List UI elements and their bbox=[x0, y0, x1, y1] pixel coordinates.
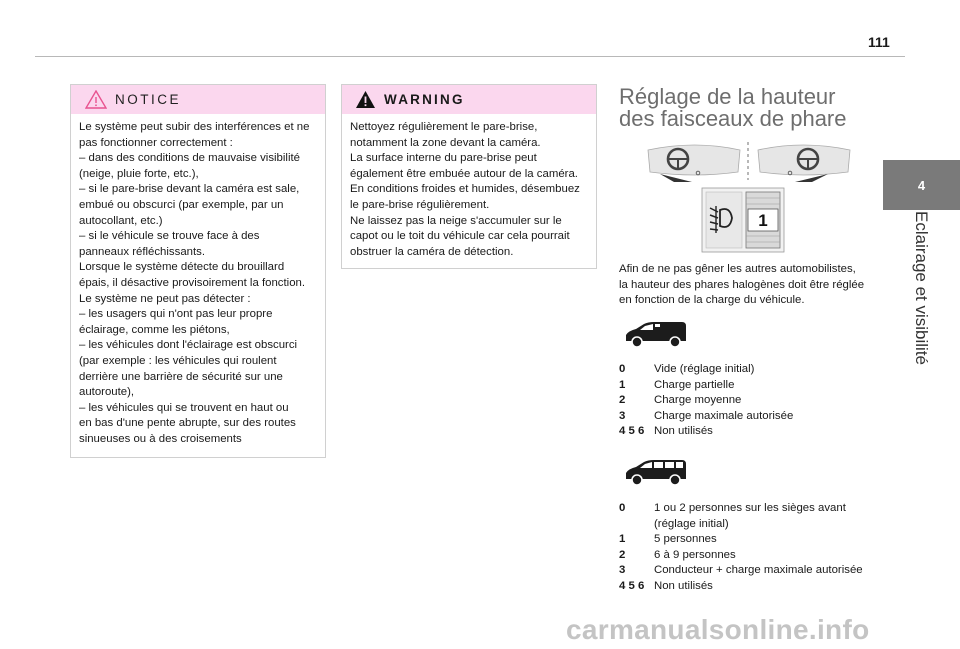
load-description: 1 ou 2 personnes sur les sièges avant bbox=[654, 502, 846, 514]
warning-line: Nettoyez régulièrement le pare-brise, bbox=[350, 121, 538, 133]
notice-line: – si le véhicule se trouve face à des bbox=[79, 230, 260, 243]
load-position: 1 bbox=[619, 533, 626, 545]
load-position: 1 bbox=[619, 378, 626, 391]
list-item bbox=[619, 517, 886, 533]
load-position: 4 5 6 bbox=[619, 579, 645, 592]
notice-line: – les véhicules qui se trouvent en haut ou bbox=[79, 401, 289, 414]
notice-box bbox=[70, 84, 326, 458]
warning-line: notamment la zone devant la caméra. bbox=[350, 136, 541, 149]
notice-line: pas fonctionner correctement : bbox=[79, 136, 233, 149]
load-position: 2 bbox=[619, 394, 626, 406]
list-item bbox=[619, 548, 886, 564]
warning-text bbox=[342, 114, 596, 260]
thumbwheel-value: 1 bbox=[758, 211, 768, 230]
load-description: 6 à 9 personnes bbox=[654, 548, 736, 561]
notice-line: – si le pare-brise devant la caméra est sale, bbox=[79, 183, 300, 196]
list-item bbox=[619, 563, 886, 579]
notice-text bbox=[71, 114, 325, 447]
list-item bbox=[619, 409, 886, 425]
load-position: 4 5 6 bbox=[619, 425, 645, 437]
load-position bbox=[619, 517, 654, 533]
list-item bbox=[619, 501, 886, 517]
load-description: Charge partielle bbox=[654, 378, 735, 391]
list-item bbox=[619, 424, 886, 440]
warning-title: WARNING bbox=[384, 92, 465, 107]
section-title bbox=[619, 86, 879, 130]
notice-line: en bas d'une pente abrupte, sur des routes bbox=[79, 417, 296, 430]
list-item bbox=[619, 579, 886, 595]
intro-line: la hauteur des phares halogènes doit être réglée bbox=[619, 278, 865, 291]
header-rule bbox=[35, 56, 905, 57]
intro-line: en fonction de la charge du véhicule. bbox=[619, 294, 805, 306]
warning-line: Ne laissez pas la neige s'accumuler sur le bbox=[350, 214, 562, 227]
notice-line: Le système ne peut pas détecter : bbox=[79, 292, 251, 305]
list-item bbox=[619, 378, 886, 394]
thumbwheel-icon bbox=[702, 188, 784, 252]
warning-line: La surface interne du pare-brise peut bbox=[350, 152, 537, 165]
warning-line: le pare-brise régulièrement. bbox=[350, 198, 490, 211]
van-load-list bbox=[619, 362, 886, 440]
notice-line: – dans des conditions de mauvaise visibilité bbox=[79, 152, 300, 165]
chapter-tab[interactable] bbox=[883, 160, 960, 210]
section-title-line: des faisceaux de phare bbox=[619, 106, 847, 131]
list-item bbox=[619, 393, 886, 409]
notice-line: autoroute), bbox=[79, 386, 135, 399]
notice-line: – les véhicules dont l'éclairage est obscurci bbox=[79, 339, 298, 352]
warning-icon bbox=[355, 90, 376, 109]
warning-header bbox=[342, 85, 596, 114]
intro-text bbox=[619, 262, 883, 309]
list-item bbox=[619, 532, 886, 548]
notice-line: autocollant, etc.) bbox=[79, 214, 163, 227]
intro-line: Afin de ne pas gêner les autres automobilistes, bbox=[619, 263, 856, 275]
section-title-line: Réglage de la hauteur bbox=[619, 84, 836, 109]
notice-line: Le système peut subir des interférences et ne bbox=[79, 121, 310, 133]
notice-header bbox=[71, 85, 325, 114]
notice-icon bbox=[85, 90, 107, 109]
dashboard-rhd-icon bbox=[758, 145, 850, 182]
load-position: 3 bbox=[619, 564, 626, 576]
load-description: Conducteur + charge maximale autorisée bbox=[654, 564, 863, 576]
load-description: Charge moyenne bbox=[654, 394, 742, 406]
load-position: 2 bbox=[619, 548, 626, 561]
notice-line: (neige, pluie forte, etc.), bbox=[79, 167, 199, 180]
dashboard-lhd-icon bbox=[648, 145, 740, 182]
notice-line: embué ou obscurci (par exemple, par un bbox=[79, 198, 284, 211]
notice-line: Lorsque le système détecte du brouillard bbox=[79, 261, 285, 274]
notice-line: derrière une barrière de sécurité sur une bbox=[79, 370, 283, 383]
warning-line: En conditions froides et humides, désembuez bbox=[350, 183, 580, 196]
warning-box bbox=[341, 84, 597, 269]
load-position: 0 bbox=[619, 502, 626, 514]
load-position: 0 bbox=[619, 363, 626, 375]
load-description: Non utilisés bbox=[654, 579, 713, 592]
notice-line: (par exemple : les véhicules qui roulent bbox=[79, 354, 277, 367]
warning-line: obstruer la caméra de détection. bbox=[350, 245, 514, 258]
notice-line: sinueuses ou à des croisements bbox=[79, 432, 242, 445]
passenger-vehicle-icon bbox=[624, 459, 688, 487]
load-description: Non utilisés bbox=[654, 425, 713, 437]
list-item bbox=[619, 362, 886, 378]
notice-title: NOTICE bbox=[115, 92, 182, 107]
chapter-number: 4 bbox=[917, 177, 926, 193]
van-icon bbox=[624, 321, 688, 349]
warning-line: également être embuée autour de la caméra. bbox=[350, 167, 578, 180]
chapter-title: Eclairage et visibilité bbox=[912, 210, 931, 366]
notice-line: éclairage, comme les piétons, bbox=[79, 323, 230, 336]
load-description: Charge maximale autorisée bbox=[654, 409, 794, 422]
warning-line: capot ou le toit du véhicule car cela pourrait bbox=[350, 230, 570, 243]
load-position: 3 bbox=[619, 409, 626, 422]
load-description: Vide (réglage initial) bbox=[654, 363, 755, 375]
passenger-load-list bbox=[619, 501, 886, 594]
load-description: (réglage initial) bbox=[654, 517, 729, 530]
notice-line: épais, il désactive provisoirement la fonction. bbox=[79, 276, 306, 289]
notice-line: panneaux réfléchissants. bbox=[79, 245, 206, 258]
page-number: 111 bbox=[868, 34, 890, 50]
headlamp-adjuster-illustration bbox=[640, 138, 860, 256]
watermark: carmanualsonline.info bbox=[566, 614, 870, 645]
load-description: 5 personnes bbox=[654, 533, 717, 545]
notice-line: – les usagers qui n'ont pas leur propre bbox=[79, 308, 273, 321]
